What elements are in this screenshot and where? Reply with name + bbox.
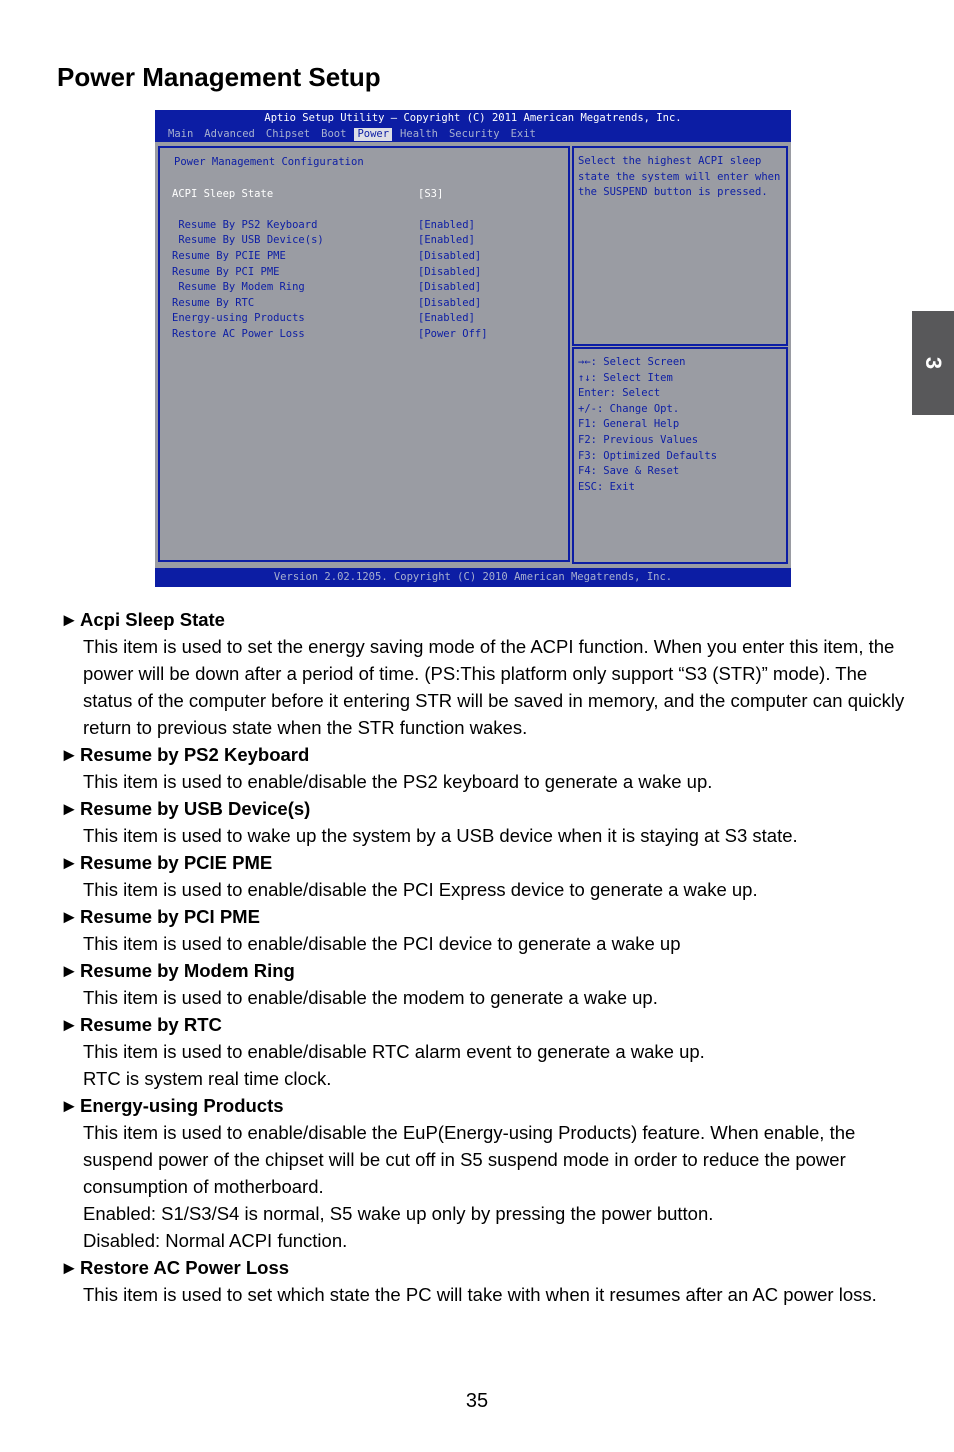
page-number: 35: [465, 1390, 489, 1412]
item-heading: [60, 741, 910, 768]
bios-key-hint: ↑↓: Select Item: [578, 371, 673, 384]
item-title: Resume by RTC: [80, 1014, 222, 1035]
bios-tab-health[interactable]: Health: [400, 128, 438, 140]
bios-setting-label: Restore AC Power Loss: [172, 328, 305, 340]
item-heading: [60, 1011, 910, 1038]
item-heading: [60, 849, 910, 876]
bios-header-title: Aptio Setup Utility – Copyright (C) 2011 American Megatrends, Inc.: [264, 112, 682, 124]
page-title: Power Management Setup: [57, 62, 381, 92]
item-title: Resume by PCI PME: [80, 906, 260, 927]
bios-key-hint: +/-: Change Opt.: [578, 402, 680, 415]
bios-help-text: Select the highest ACPI sleep state the system will enter when the SUSPEND button is pressed.: [578, 155, 781, 198]
bios-setting-value[interactable]: [Disabled]: [418, 281, 482, 293]
item-heading: [60, 1254, 910, 1281]
bios-setting-value[interactable]: [Enabled]: [418, 219, 475, 231]
bios-key-hint: F1: General Help: [578, 418, 680, 431]
bios-setting-label: Resume By PCI PME: [172, 266, 280, 278]
triangle-bullet-icon: ►: [60, 906, 79, 927]
item-description: This item is used to wake up the system by a USB device when it is staying at S3 state.: [83, 825, 798, 846]
bios-setting-value[interactable]: [Disabled]: [418, 266, 482, 278]
bios-setting-value[interactable]: [Enabled]: [418, 234, 475, 246]
triangle-bullet-icon: ►: [60, 852, 79, 873]
item-description: This item is used to enable/disable RTC alarm event to generate a wake up.: [83, 1041, 705, 1062]
chapter-tab: [912, 311, 954, 415]
bios-screenshot: [155, 110, 791, 587]
item-description: This item is used to enable/disable the EuP(Energy-using Products) feature. When enable, the suspend power of the chipset will be cut off in S5 suspend mode in order to reduce the power consumption of motherboard.: [83, 1122, 856, 1197]
bios-setting-value[interactable]: [Power Off]: [418, 328, 488, 340]
bios-section-title: Power Management Configuration: [174, 156, 364, 168]
item-description: This item is used to set which state the PC will take with when it resumes after an AC power loss.: [83, 1284, 877, 1305]
bios-setting-label: ACPI Sleep State: [172, 188, 274, 200]
item-description: This item is used to set the energy saving mode of the ACPI function. When you enter this item, the power will be down after a period of time. (PS:This platform only support “S3 (STR)” mode). The status of the computer before it entering STR will be saved in memory, and the computer can quickly return to previous state when the STR function wakes.: [83, 636, 905, 738]
item-heading: [60, 606, 910, 633]
item-description: This item is used to enable/disable the modem to generate a wake up.: [83, 987, 658, 1008]
triangle-bullet-icon: ►: [60, 1014, 79, 1035]
triangle-bullet-icon: ►: [60, 1257, 79, 1278]
bios-setting-value[interactable]: [S3]: [418, 188, 444, 200]
item-title: Energy-using Products: [80, 1095, 284, 1116]
bios-tab-security[interactable]: Security: [448, 128, 500, 140]
bios-header: [155, 110, 791, 142]
bios-keys-panel: [572, 347, 788, 564]
bios-tab-power[interactable]: Power: [354, 128, 392, 141]
bios-setting-row[interactable]: [172, 328, 552, 342]
bios-setting-label: Resume By PS2 Keyboard: [172, 219, 318, 231]
bios-tab-boot[interactable]: Boot: [321, 128, 347, 140]
bios-setting-row[interactable]: [172, 219, 552, 233]
bios-footer: Version 2.02.1205. Copyright (C) 2010 American Megatrends, Inc.: [155, 568, 791, 587]
triangle-bullet-icon: ►: [60, 609, 79, 630]
item-descriptions: [60, 606, 910, 1308]
bios-setting-label: Resume By Modem Ring: [172, 281, 305, 293]
item-title: Resume by Modem Ring: [80, 960, 295, 981]
item-title: Resume by PCIE PME: [80, 852, 273, 873]
bios-key-hint: →←: Select Screen: [578, 356, 686, 368]
item-description: This item is used to enable/disable the PCI device to generate a wake up: [83, 933, 681, 954]
item-description: Disabled: Normal ACPI function.: [83, 1230, 348, 1251]
bios-key-hint: F3: Optimized Defaults: [578, 449, 718, 462]
bios-key-hint: F4: Save & Reset: [578, 465, 680, 478]
triangle-bullet-icon: ►: [60, 1095, 79, 1116]
bios-key-hint: F2: Previous Values: [578, 433, 699, 446]
bios-setting-row[interactable]: [172, 250, 552, 264]
bios-setting-row[interactable]: [172, 266, 552, 280]
bios-setting-row[interactable]: [172, 297, 552, 311]
item-title: Resume by USB Device(s): [80, 798, 311, 819]
bios-setting-row[interactable]: [172, 188, 552, 202]
item-description: This item is used to enable/disable the PCI Express device to generate a wake up.: [83, 879, 758, 900]
item-title: Restore AC Power Loss: [80, 1257, 290, 1278]
bios-setting-row[interactable]: [172, 234, 552, 248]
bios-help-panel: [572, 146, 788, 346]
chapter-number: 3: [921, 356, 946, 370]
bios-keys-list: [578, 355, 783, 495]
item-heading: [60, 903, 910, 930]
bios-setting-value[interactable]: [Disabled]: [418, 297, 482, 309]
bios-setting-label: Energy-using Products: [172, 312, 305, 324]
bios-key-hint: ESC: Exit: [578, 480, 635, 493]
item-heading: [60, 1092, 910, 1119]
bios-tab-exit[interactable]: Exit: [510, 128, 536, 140]
bios-setting-value[interactable]: [Enabled]: [418, 312, 475, 324]
bios-setting-label: Resume By RTC: [172, 297, 255, 309]
item-description: RTC is system real time clock.: [83, 1068, 332, 1089]
triangle-bullet-icon: ►: [60, 798, 79, 819]
triangle-bullet-icon: ►: [60, 960, 79, 981]
item-heading: [60, 957, 910, 984]
item-title: Acpi Sleep State: [80, 609, 225, 630]
item-description: This item is used to enable/disable the PS2 keyboard to generate a wake up.: [83, 771, 713, 792]
bios-setting-value[interactable]: [Disabled]: [418, 250, 482, 262]
bios-settings-panel: [158, 146, 570, 562]
bios-tab-chipset[interactable]: Chipset: [265, 128, 311, 140]
item-description: Enabled: S1/S3/S4 is normal, S5 wake up only by pressing the power button.: [83, 1203, 714, 1224]
item-heading: [60, 795, 910, 822]
bios-tab-bar: [165, 128, 544, 141]
bios-setting-row[interactable]: [172, 281, 552, 295]
bios-setting-label: Resume By PCIE PME: [172, 250, 286, 262]
bios-setting-label: Resume By USB Device(s): [172, 234, 324, 246]
bios-tab-advanced[interactable]: Advanced: [204, 128, 255, 140]
triangle-bullet-icon: ►: [60, 744, 79, 765]
bios-tab-main[interactable]: Main: [168, 128, 194, 140]
bios-setting-row[interactable]: [172, 312, 552, 326]
bios-key-hint: Enter: Select: [578, 387, 661, 400]
item-title: Resume by PS2 Keyboard: [80, 744, 310, 765]
